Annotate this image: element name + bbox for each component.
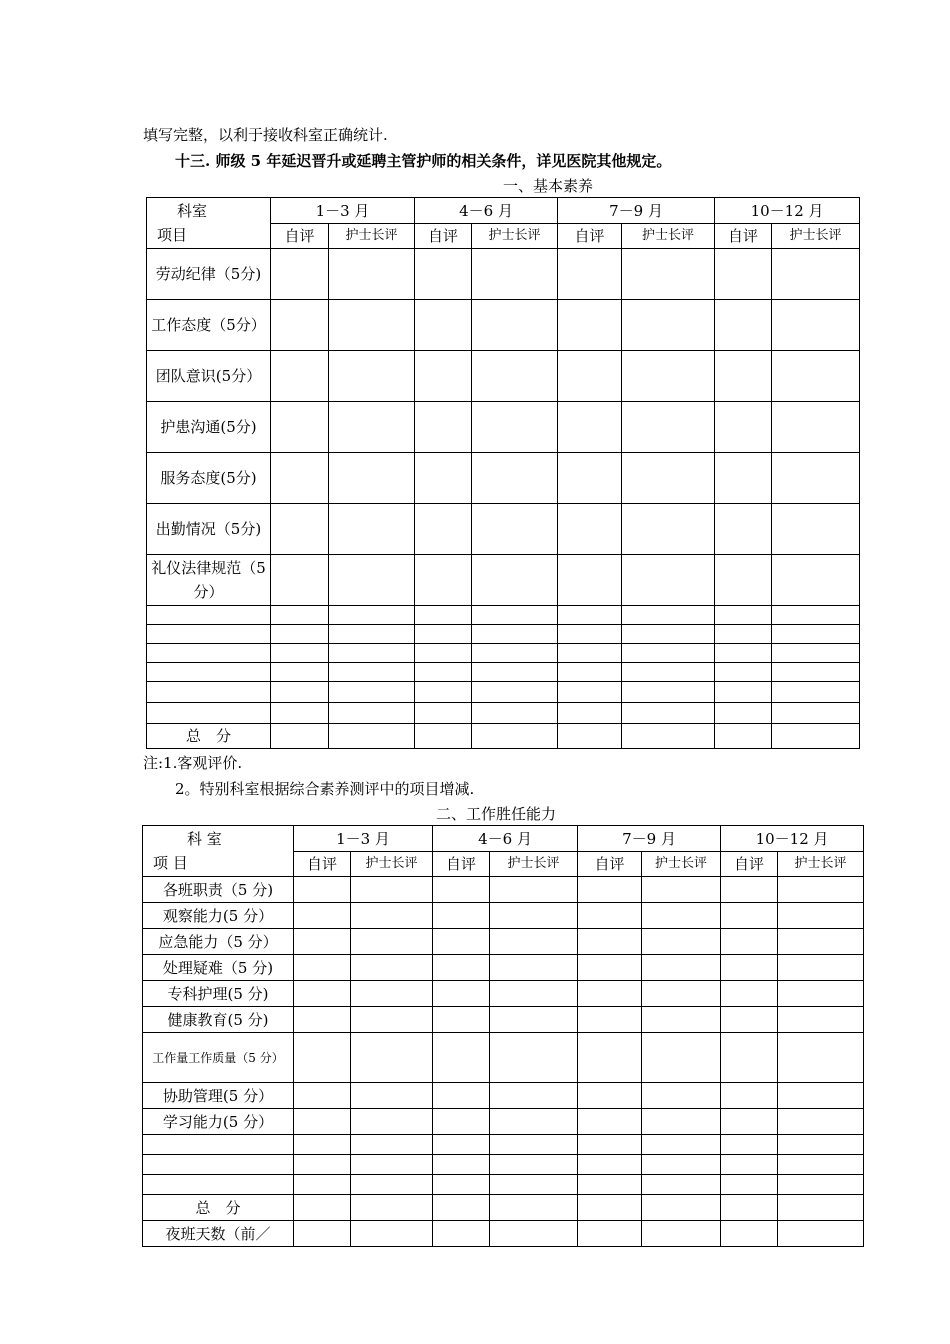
score-cell[interactable] [778,1195,864,1221]
score-cell[interactable] [721,955,778,981]
score-cell[interactable] [622,504,715,555]
head-eval-header: 护士长评 [622,224,715,249]
score-cell[interactable] [329,504,415,555]
section2-title: 二、工作胜任能力 [436,805,557,823]
score-cell[interactable] [622,402,715,453]
score-cell[interactable] [721,877,778,903]
corner-top: 科室 [177,202,208,220]
score-cell[interactable] [778,1109,864,1135]
score-cell[interactable] [642,877,721,903]
quarter-header: 4－6 月 [415,198,558,224]
score-cell[interactable] [578,929,642,955]
score-cell[interactable] [472,453,558,504]
score-cell[interactable] [715,249,772,300]
score-cell[interactable] [490,955,578,981]
quarter-header: 1－3 月 [294,826,433,852]
corner-top: 科 室 [187,830,222,848]
quarter-header: 7－9 月 [578,826,721,852]
table-row [143,1007,864,1033]
item-label: 团队意识(5分） [147,351,271,402]
item-label: 观察能力(5 分） [143,903,294,929]
score-cell[interactable] [778,1221,864,1247]
self-eval-header: 自评 [578,852,642,877]
score-cell[interactable] [715,300,772,351]
score-cell[interactable] [721,1083,778,1109]
score-cell[interactable] [351,877,433,903]
score-cell[interactable] [433,1033,490,1083]
self-eval-header: 自评 [271,224,329,249]
score-cell[interactable] [472,249,558,300]
score-cell[interactable] [351,1033,433,1083]
table-row [147,504,860,555]
table-row [147,453,860,504]
score-cell[interactable] [294,1083,351,1109]
table-row [147,402,860,453]
self-eval-header: 自评 [558,224,622,249]
score-cell[interactable] [415,453,472,504]
table-row [147,351,860,402]
item-label: 各班职责（5 分) [143,877,294,903]
score-cell[interactable] [294,981,351,1007]
corner-header [147,198,271,249]
score-cell[interactable] [472,724,558,749]
score-cell[interactable] [329,300,415,351]
score-cell[interactable] [351,1195,433,1221]
score-cell[interactable] [271,724,329,749]
table-row [143,903,864,929]
self-eval-header: 自评 [715,224,772,249]
score-cell[interactable] [778,877,864,903]
head-eval-header: 护士长评 [329,224,415,249]
quarter-header: 7－9 月 [558,198,715,224]
score-cell[interactable] [642,1033,721,1083]
corner-bottom: 项目 [157,226,188,244]
score-cell[interactable] [578,1033,642,1083]
table-row [143,1083,864,1109]
score-cell[interactable] [721,1007,778,1033]
score-cell[interactable] [772,249,860,300]
score-cell[interactable] [778,981,864,1007]
table-row [143,929,864,955]
empty-row [147,644,860,663]
total-row [147,724,860,749]
night-shift-row [143,1221,864,1247]
table-row [143,981,864,1007]
table-row [143,955,864,981]
score-cell[interactable] [642,1007,721,1033]
score-cell[interactable] [271,351,329,402]
score-cell[interactable] [558,402,622,453]
score-cell[interactable] [351,1221,433,1247]
score-cell[interactable] [294,903,351,929]
score-cell[interactable] [490,1033,578,1083]
night-shift-label: 夜班天数（前／ [143,1221,294,1247]
score-cell[interactable] [642,903,721,929]
score-cell[interactable] [433,1083,490,1109]
score-cell[interactable] [642,981,721,1007]
head-eval-header: 护士长评 [472,224,558,249]
score-cell[interactable] [472,300,558,351]
score-cell[interactable] [271,402,329,453]
score-cell[interactable] [351,1007,433,1033]
score-cell[interactable] [271,249,329,300]
score-cell[interactable] [778,1007,864,1033]
score-cell[interactable] [271,300,329,351]
empty-row [147,663,860,682]
score-cell[interactable] [329,402,415,453]
quarter-header: 10－12 月 [721,826,864,852]
score-cell[interactable] [642,1109,721,1135]
table-row [143,877,864,903]
score-cell[interactable] [558,453,622,504]
score-cell[interactable] [490,877,578,903]
score-cell[interactable] [622,555,715,606]
item-label: 礼仪法律规范（5 分） [147,555,271,606]
score-cell[interactable] [433,903,490,929]
score-cell[interactable] [415,351,472,402]
empty-row [147,625,860,644]
score-cell[interactable] [578,877,642,903]
score-cell[interactable] [578,1221,642,1247]
self-eval-header: 自评 [294,852,351,877]
score-cell[interactable] [715,453,772,504]
score-cell[interactable] [351,955,433,981]
self-eval-header: 自评 [415,224,472,249]
score-cell[interactable] [351,1109,433,1135]
total-label: 总 分 [143,1195,294,1221]
section1-title: 一、基本素养 [503,177,594,195]
item-label: 应急能力（5 分） [143,929,294,955]
table-row [147,249,860,300]
empty-row [143,1155,864,1175]
score-cell[interactable] [558,724,622,749]
score-cell[interactable] [329,249,415,300]
score-cell[interactable] [622,724,715,749]
table-row [143,1109,864,1135]
score-cell[interactable] [490,1083,578,1109]
score-cell[interactable] [715,402,772,453]
score-cell[interactable] [772,504,860,555]
score-cell[interactable] [578,981,642,1007]
empty-row [143,1135,864,1155]
work-competence-table [142,825,864,1247]
score-cell[interactable] [778,1083,864,1109]
score-cell[interactable] [578,1083,642,1109]
total-label: 总 分 [147,724,271,749]
score-cell[interactable] [578,1109,642,1135]
score-cell[interactable] [294,1007,351,1033]
score-cell[interactable] [433,1109,490,1135]
score-cell[interactable] [433,955,490,981]
score-cell[interactable] [622,351,715,402]
score-cell[interactable] [433,877,490,903]
score-cell[interactable] [622,300,715,351]
score-cell[interactable] [490,929,578,955]
score-cell[interactable] [772,453,860,504]
score-cell[interactable] [271,453,329,504]
corner-header [143,826,294,877]
score-cell[interactable] [721,981,778,1007]
total-row [143,1195,864,1221]
item-label: 健康教育(5 分) [143,1007,294,1033]
score-cell[interactable] [715,504,772,555]
item-label: 护患沟通(5分) [147,402,271,453]
score-cell[interactable] [778,1033,864,1083]
head-eval-header: 护士长评 [351,852,433,877]
score-cell[interactable] [329,351,415,402]
score-cell[interactable] [271,504,329,555]
score-cell[interactable] [558,351,622,402]
head-eval-header: 护士长评 [642,852,721,877]
score-cell[interactable] [433,929,490,955]
score-cell[interactable] [622,249,715,300]
score-cell[interactable] [329,555,415,606]
score-cell[interactable] [433,981,490,1007]
item-label: 协助管理(5 分） [143,1083,294,1109]
rule-13: 十三. 师级 5 年延迟晋升或延聘主管护师的相关条件，详见医院其他规定。 [175,152,672,170]
score-cell[interactable] [294,1109,351,1135]
self-eval-header: 自评 [433,852,490,877]
score-cell[interactable] [622,453,715,504]
score-cell[interactable] [294,1221,351,1247]
table-row [143,1033,864,1083]
score-cell[interactable] [294,877,351,903]
score-cell[interactable] [415,249,472,300]
score-cell[interactable] [433,1195,490,1221]
score-cell[interactable] [294,1195,351,1221]
head-eval-header: 护士长评 [778,852,864,877]
item-label: 劳动纪律（5分) [147,249,271,300]
score-cell[interactable] [721,1109,778,1135]
head-eval-header: 护士长评 [772,224,860,249]
empty-row [143,1175,864,1195]
score-cell[interactable] [642,1195,721,1221]
score-cell[interactable] [721,903,778,929]
item-label: 工作量工作质量（5 分） [143,1033,294,1083]
score-cell[interactable] [433,1007,490,1033]
score-cell[interactable] [490,1221,578,1247]
score-cell[interactable] [415,504,472,555]
score-cell[interactable] [271,555,329,606]
score-cell[interactable] [772,724,860,749]
score-cell[interactable] [772,402,860,453]
score-cell[interactable] [415,555,472,606]
item-label: 服务态度(5分) [147,453,271,504]
item-label: 出勤情况（5分) [147,504,271,555]
score-cell[interactable] [558,249,622,300]
score-cell[interactable] [772,555,860,606]
score-cell[interactable] [472,402,558,453]
table-row [147,555,860,606]
score-cell[interactable] [490,1195,578,1221]
score-cell[interactable] [351,981,433,1007]
score-cell[interactable] [578,1007,642,1033]
score-cell[interactable] [351,903,433,929]
score-cell[interactable] [329,453,415,504]
score-cell[interactable] [490,903,578,929]
score-cell[interactable] [778,929,864,955]
score-cell[interactable] [772,351,860,402]
score-cell[interactable] [415,300,472,351]
score-cell[interactable] [490,1109,578,1135]
score-cell[interactable] [558,504,622,555]
empty-row [147,703,860,724]
score-cell[interactable] [351,929,433,955]
score-cell[interactable] [721,1221,778,1247]
score-cell[interactable] [642,955,721,981]
head-eval-header: 护士长评 [490,852,578,877]
quarter-header: 1－3 月 [271,198,415,224]
score-cell[interactable] [578,955,642,981]
item-label: 学习能力(5 分） [143,1109,294,1135]
note-1: 注:1.客观评价. [143,754,243,772]
self-eval-header: 自评 [721,852,778,877]
basic-quality-table [146,197,860,749]
score-cell[interactable] [642,929,721,955]
score-cell[interactable] [490,1007,578,1033]
score-cell[interactable] [721,1195,778,1221]
empty-row [147,682,860,703]
score-cell[interactable] [294,1033,351,1083]
score-cell[interactable] [778,903,864,929]
score-cell[interactable] [642,1221,721,1247]
score-cell[interactable] [778,955,864,981]
quarter-header: 4－6 月 [433,826,578,852]
score-cell[interactable] [472,504,558,555]
score-cell[interactable] [415,402,472,453]
score-cell[interactable] [578,1195,642,1221]
corner-bottom: 项 目 [153,854,188,872]
score-cell[interactable] [715,351,772,402]
note-2: 2。特别科室根据综合素养测评中的项目增减. [175,780,475,798]
item-label: 专科护理(5 分) [143,981,294,1007]
table-row [147,300,860,351]
score-cell[interactable] [721,929,778,955]
empty-row [147,606,860,625]
intro-line: 填写完整，以利于接收科室正确统计. [143,126,388,144]
score-cell[interactable] [558,555,622,606]
item-label: 工作态度（5分） [147,300,271,351]
score-cell[interactable] [472,351,558,402]
score-cell[interactable] [642,1083,721,1109]
score-cell[interactable] [294,955,351,981]
score-cell[interactable] [715,555,772,606]
score-cell[interactable] [294,929,351,955]
score-cell[interactable] [721,1033,778,1083]
score-cell[interactable] [558,300,622,351]
score-cell[interactable] [715,724,772,749]
score-cell[interactable] [433,1221,490,1247]
quarter-header: 10－12 月 [715,198,860,224]
score-cell[interactable] [329,724,415,749]
score-cell[interactable] [472,555,558,606]
item-label: 处理疑难（5 分) [143,955,294,981]
score-cell[interactable] [490,981,578,1007]
score-cell[interactable] [415,724,472,749]
score-cell[interactable] [772,300,860,351]
score-cell[interactable] [351,1083,433,1109]
score-cell[interactable] [578,903,642,929]
